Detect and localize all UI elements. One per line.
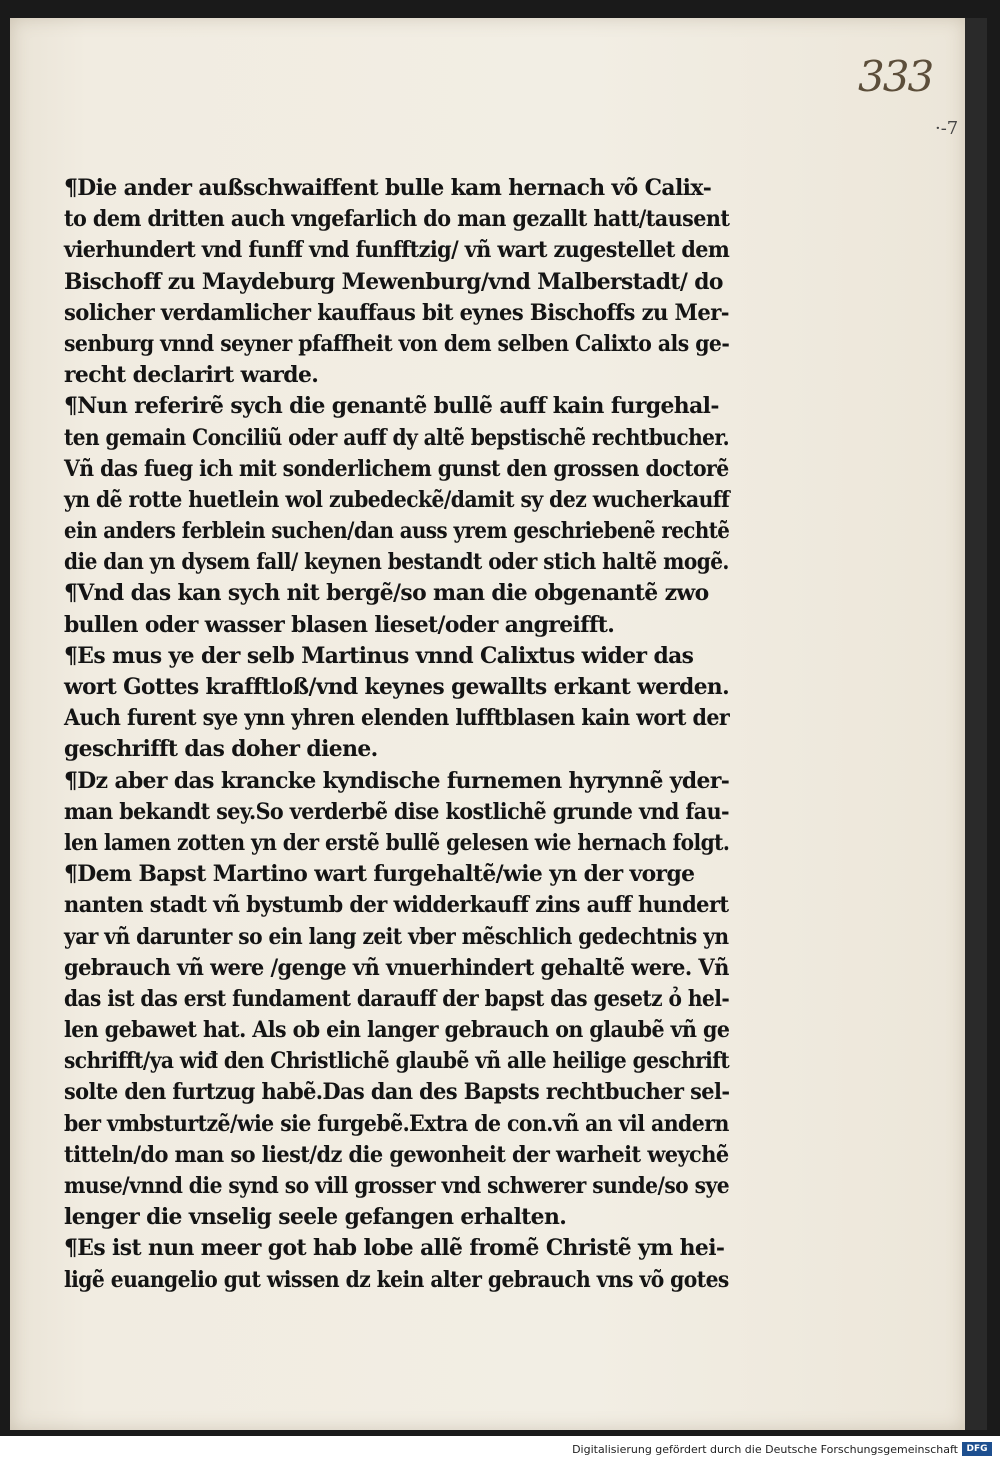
page-number: 333 [858,52,933,101]
page-edge [965,18,987,1430]
text-line: bullen oder wasser blasen lieset/oder angreifft. [64,611,615,638]
text-line: ¶Es ist nun meer got hab lobe allẽ fromẽ Christẽ ym hei‑ [64,1235,725,1262]
text-line: vierhundert vnd funff vnd funfftzig/ vñ wart zugestellet dem [64,237,730,264]
text-line: ligẽ euangelio gut wissen dz kein alter gebrauch vns võ gotes [64,1266,729,1293]
text-line: ¶Dem Bapst Martino wart furgehaltẽ/wie yn der vorge [64,861,695,888]
text-line: senburg vnnd seyner pfaffheit von dem selben Calixto als ge‑ [64,330,730,357]
text-line: Vñ das fueg ich mit sonderlichem gunst den grossen doctorẽ [64,455,729,482]
text-line: ¶Dz aber das krancke kyndische furnemen hyrynnẽ yder‑ [64,767,730,794]
dfg-logo-icon[interactable]: DFG [962,1442,992,1456]
text-line: ¶Nun referirẽ sych die genantẽ bullẽ auff kain furgehal‑ [64,393,719,420]
text-line: ¶Vnd das kan sych nit bergẽ/so man die obgenantẽ zwo [64,580,709,607]
text-line: recht declarirt warde. [64,362,319,389]
text-line: ein anders ferblein suchen/dan auss yrem geschriebenẽ rechtẽ [64,518,730,545]
text-line: Bischoff zu Maydeburg Mewenburg/vnd Malberstadt/ do [64,268,723,295]
text-line: yar vñ darunter so ein lang zeit vber mẽschlich gedechtnis yn [64,923,729,950]
text-line: len gebawet hat. Als ob ein langer gebrauch on glaubẽ vñ ge [64,1017,730,1044]
text-line: gebrauch vñ were /genge vñ vnuerhindert gehaltẽ were. Vñ [64,954,729,981]
footer-bar [0,1436,1000,1464]
text-line: Auch furent sye ynn yhren elenden lufftblasen kain wort der [64,705,730,732]
text-line: nanten stadt vñ bystumb der widderkauff zins auff hundert [64,892,729,919]
text-line: len lamen zotten yn der erstẽ bullẽ gelesen wie hernach folgt. [64,829,730,856]
document-page [10,18,965,1430]
text-line: to dem dritten auch vngefarlich do man gezallt hatt/tausent [64,206,730,233]
text-line: geschrifft das doher diene. [64,736,378,763]
footer-credit: Digitalisierung gefördert durch die Deutsche Forschungsgemeinschaft [572,1443,958,1456]
text-line: das ist das erst fundament darauff der bapst das gesetz ỏ hel‑ [64,985,730,1012]
margin-mark: ·-7 [935,118,959,139]
text-line: lenger die vnselig seele gefangen erhalten. [64,1204,567,1231]
text-line: schrifft/ya wiđ den Christlichẽ glaubẽ vñ alle heilige geschrift [64,1048,730,1075]
text-line: man bekandt sey.So verderbẽ dise kostlichẽ grunde vnd fau‑ [64,798,730,825]
text-line: solte den furtzug habẽ.Das dan des Bapsts rechtbucher sel‑ [64,1079,730,1106]
text-line: ¶Die ander außschwaiffent bulle kam hernach võ Calix‑ [64,175,712,201]
text-line: solicher verdamlicher kauffaus bit eynes Bischoffs zu Mer‑ [64,299,729,326]
text-line: wort Gottes krafftloß/vnd keynes gewallts erkant werden. [64,674,730,700]
text-line: die dan yn dysem fall/ keynen bestandt oder stich haltẽ mogẽ. [64,549,729,576]
text-line: titteln/do man so liest/dz die gewonheit der warheit weychẽ [64,1141,729,1168]
text-line: muse/vnnd die synd so vill grosser vnd schwerer sunde/so sye [64,1173,730,1199]
text-block [64,173,734,1296]
text-line: ¶Es mus ye der selb Martinus vnnd Calixtus wider das [64,642,694,669]
text-line: ber vmbsturtzẽ/wie sie furgebẽ.Extra de con.vñ an vil andern [64,1110,729,1137]
text-line: ten gemain Conciliũ oder auff dy altẽ bepstischẽ rechtbucher. [64,424,730,451]
text-line: yn dẽ rotte huetlein wol zubedeckẽ/damit sy dez wucherkauff [64,486,730,513]
